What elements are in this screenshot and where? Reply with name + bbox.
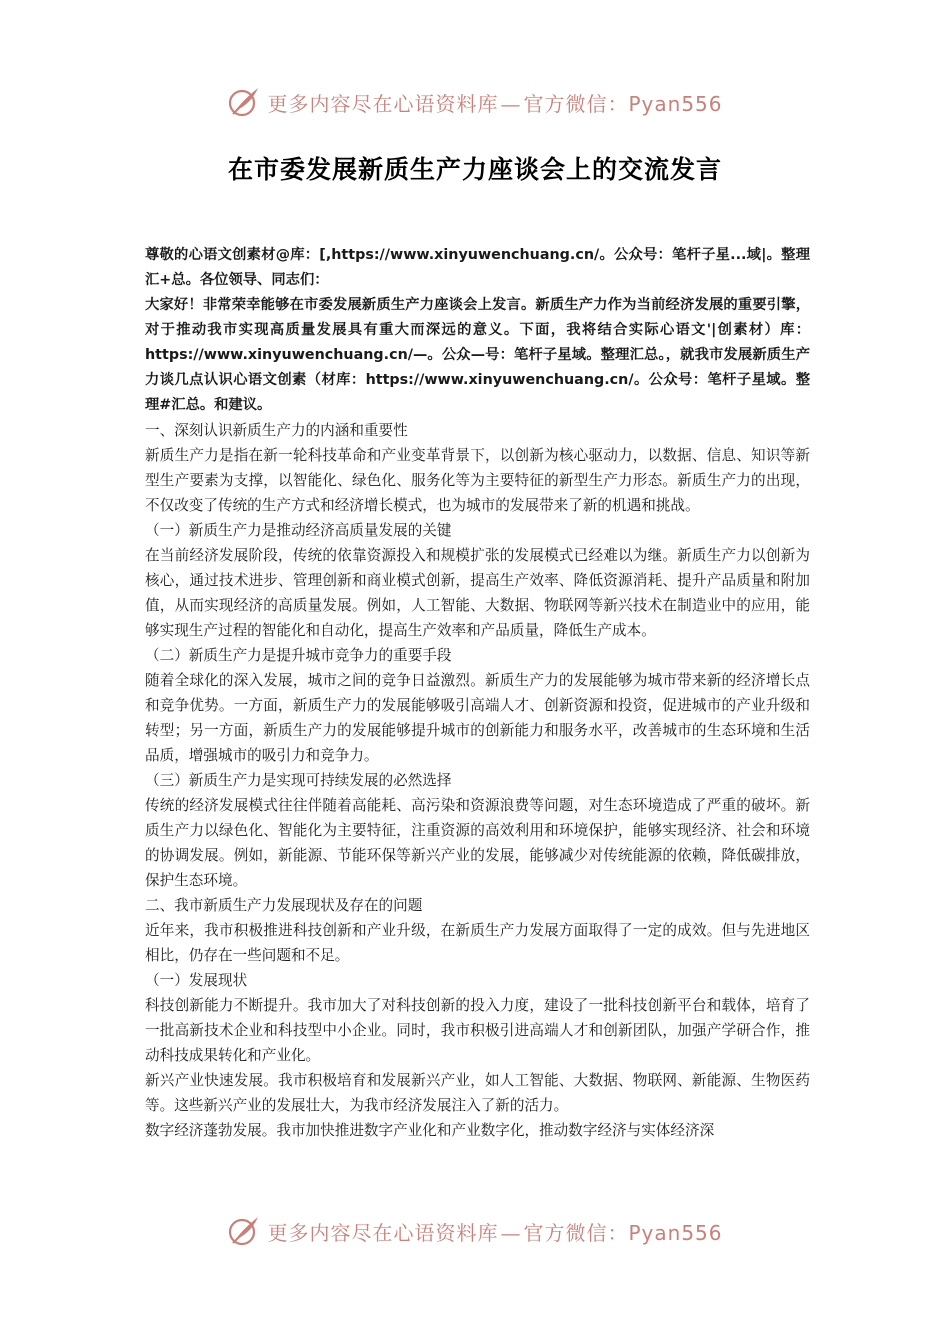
wechat-id: Pyan556: [628, 91, 723, 116]
body-paragraph: （一）新质生产力是推动经济高质量发展的关键: [145, 522, 452, 539]
body-paragraph: 科技创新能力不断提升。我市加大了对科技创新的投入力度，建设了一批科技创新平台和载体，培育了一批高新技术企业和科技型中小企业。同时，我市积极引进高端人才和创新团队，加强产学研合作，推动科技成果转化和产业化。: [145, 997, 810, 1064]
document-title: 在市委发展新质生产力座谈会上的交流发言: [227, 155, 722, 184]
body-paragraph: 传统的经济发展模式往往伴随着高能耗、高污染和资源浪费等问题，对生态环境造成了严重的破坏。新质生产力以绿色化、智能化为主要特征，注重资源的高效利用和环境保护，能够实现经济、社会和环境的协调发展。例如，新能源、节能环保等新兴产业的发展，能够减少对传统能源的依赖，降低碳排放，保护生态环境。: [145, 797, 810, 889]
footer-banner: [0, 1211, 950, 1251]
header-banner: [0, 82, 950, 122]
body-paragraph: 新质生产力是指在新一轮科技革命和产业变革背景下，以创新为核心驱动力，以数据、信息、知识等新型生产要素为支撑，以智能化、绿色化、服务化等为主要特征的新型生产力形态。新质生产力的出现，不仅改变了传统的生产方式和经济增长模式，也为城市的发展带来了新的机遇和挑战。: [145, 447, 810, 514]
banner-text: 更多内容尽在心语资料库 — 官方微信：Pyan556: [267, 1220, 723, 1245]
body-paragraph: （二）新质生产力是提升城市竞争力的重要手段: [145, 647, 452, 664]
document-body: [145, 243, 810, 1143]
quill-logo-icon: [227, 85, 261, 119]
body-paragraph: 一、深刻认识新质生产力的内涵和重要性: [145, 422, 408, 439]
body-paragraph: 新兴产业快速发展。我市积极培育和发展新兴产业，如人工智能、大数据、物联网、新能源、生物医药等。这些新兴产业的发展壮大，为我市经济发展注入了新的活力。: [145, 1072, 810, 1114]
body-paragraph: 随着全球化的深入发展，城市之间的竞争日益激烈。新质生产力的发展能够为城市带来新的经济增长点和竞争优势。一方面，新质生产力的发展能够吸引高端人才、创新资源和投资，促进城市的产业升级和转型；另一方面，新质生产力的发展能够提升城市的创新能力和服务水平，改善城市的生态环境和生活品质，增强城市的吸引力和竞争力。: [145, 672, 810, 764]
intro-paragraph: 大家好！非常荣幸能够在市委发展新质生产力座谈会上发言。新质生产力作为当前经济发展的重要引擎，对于推动我市实现高质量发展具有重大而深远的意义。下面，我将结合实际心语文'|创素材）库：https://www.xinyuwenchuang.cn/—。公众—号：笔杆子星域。整理汇总。，就我市发展新质生产力谈几点认识心语文创素（材库：https://www.xinyuwenchuang.cn/。公众号：笔杆子星域。整理#汇总。和建议。: [145, 297, 810, 413]
body-paragraph: 在当前经济发展阶段，传统的依靠资源投入和规模扩张的发展模式已经难以为继。新质生产力以创新为核心，通过技术进步、管理创新和商业模式创新，提高生产效率、降低资源消耗、提升产品质量和附加值，从而实现经济的高质量发展。例如，人工智能、大数据、物联网等新兴技术在制造业中的应用，能够实现生产过程的智能化和自动化，提高生产效率和产品质量，降低生产成本。: [145, 547, 810, 639]
body-paragraph: 近年来，我市积极推进科技创新和产业升级，在新质生产力发展方面取得了一定的成效。但与先进地区相比，仍存在一些问题和不足。: [145, 922, 810, 964]
wechat-id: Pyan556: [628, 1220, 723, 1245]
body-paragraph: （三）新质生产力是实现可持续发展的必然选择: [145, 772, 452, 789]
body-paragraph: 数字经济蓬勃发展。我市加快推进数字产业化和产业数字化，推动数字经济与实体经济深: [145, 1122, 715, 1139]
body-paragraph: （一）发展现状: [145, 972, 248, 989]
intro-paragraph: 尊敬的心语文创素材@库：[,https://www.xinyuwenchuang.cn/。公众号：笔杆子星...域|。整理汇+总。各位领导、同志们：: [145, 247, 810, 288]
banner-text: 更多内容尽在心语资料库 — 官方微信：Pyan556: [267, 91, 723, 116]
body-paragraph: 二、我市新质生产力发展现状及存在的问题: [145, 897, 423, 914]
quill-logo-icon: [227, 1214, 261, 1248]
